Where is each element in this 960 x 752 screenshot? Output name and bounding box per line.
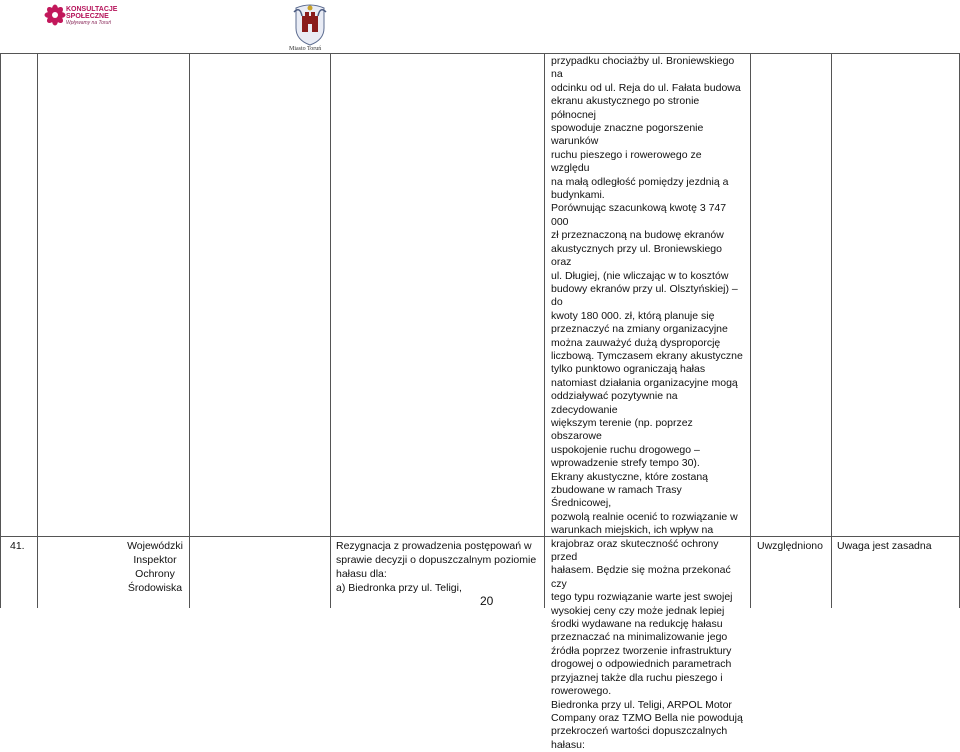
logo-title-line-2: SPOŁECZNE: [66, 13, 109, 20]
row-number: 41.: [10, 540, 25, 552]
comment-line: zbudowane w ramach Trasy Średnicowej,: [551, 484, 682, 510]
torun-city-logo: [286, 2, 334, 54]
column-divider: [831, 53, 832, 608]
comment-line: wprowadzenie strefy tempo 30).: [551, 457, 700, 470]
logo-title-line-1: KONSULTACJE: [66, 6, 118, 13]
comment-line: na małą odległość pomiędzy jezdnią a: [551, 175, 729, 188]
author-line: Środowiska: [127, 582, 183, 594]
comment-line: Biedronka przy ul. Teligi, ARPOL Motor: [551, 698, 732, 711]
proposal-cell: [336, 539, 542, 595]
comment-line: ruchu pieszego i rowerowego ze względu: [551, 148, 702, 175]
comment-line: krajobraz oraz skuteczność ochrony przed: [551, 537, 719, 564]
city-name-caption: Miasto Toruń: [289, 46, 322, 52]
comment-line: wysokiej ceny czy może jednak lepiej: [551, 604, 725, 617]
comment-line: Porównując szacunkową kwotę 3 747 000: [551, 202, 727, 228]
comment-line: można zauważyć dużą dysproporcję: [551, 336, 721, 349]
table-top-border: [0, 53, 960, 54]
comment-line: drogowej o odpowiednich parametrach: [551, 658, 732, 671]
column-divider: [544, 53, 545, 608]
comment-cell: [551, 55, 743, 752]
comment-line: rowerowego.: [551, 685, 612, 698]
logo-title: [66, 6, 117, 20]
comment-line: ekranu akustycznego po stronie północnej: [551, 95, 700, 121]
comment-line: odcinku od ul. Reja do ul. Fałata budowa: [551, 81, 741, 94]
comment-line: pozwolą realnie ocenić to rozwiązanie w: [551, 510, 738, 523]
comment-line: Ekrany akustyczne, które zostaną: [551, 470, 708, 483]
column-divider: [330, 53, 331, 608]
comment-line: budynkami.: [551, 189, 605, 202]
row-divider: [0, 536, 960, 537]
comment-line: kwoty 180 000. zł, którą planuje się: [551, 309, 715, 322]
column-divider: [0, 53, 1, 608]
justification-cell: Uwaga jest zasadna: [837, 540, 932, 552]
comment-line: większym terenie (np. poprzez obszarowe: [551, 416, 693, 443]
column-divider: [189, 53, 190, 608]
comment-line: hałasu:: [551, 738, 585, 751]
city-crest-icon: [292, 2, 328, 46]
comment-line: spowoduje znaczne pogorszenie warunków: [551, 122, 704, 148]
page-number: 20: [480, 594, 494, 608]
author-cell: [110, 539, 200, 595]
comment-line: przekroczeń wartości dopuszczalnych: [551, 725, 728, 738]
proposal-line: hałasu dla:: [336, 568, 387, 580]
author-line: Ochrony: [135, 568, 175, 580]
column-divider: [37, 53, 38, 608]
proposal-line: Rezygnacja z prowadzenia postępowań w: [336, 540, 532, 552]
comment-line: natomiast działania organizacyjne mogą: [551, 376, 738, 389]
comment-line: przypadku chociażby ul. Broniewskiego na: [551, 55, 735, 81]
konsultacje-spoleczne-logo: [44, 2, 118, 38]
flower-icon: [44, 4, 66, 26]
comment-line: akustycznych przy ul. Broniewskiego oraz: [551, 242, 722, 269]
comment-line: ul. Długiej, (nie wliczając w to kosztów: [551, 269, 729, 282]
comment-line: uspokojenie ruchu drogowego –: [551, 443, 700, 456]
comment-line: hałasem. Będzie się można przekonać czy: [551, 564, 731, 590]
comment-line: zł przeznaczoną na budowę ekranów: [551, 229, 724, 242]
comment-line: tego typu rozwiązanie warte jest swojej: [551, 591, 733, 604]
comment-line: liczbową. Tymczasem ekrany akustyczne: [551, 349, 743, 362]
comment-line: przyjaznej także dla ruchu pieszego i: [551, 671, 723, 684]
author-line: Inspektor: [133, 554, 177, 566]
comment-line: budowy ekranów przy ul. Olsztyńskiej) – do: [551, 282, 738, 309]
comment-line: przeznaczać na minimalizowanie jego: [551, 631, 728, 644]
comment-line: przeznaczyć na zmiany organizacyjne: [551, 323, 728, 336]
comment-line: źródła poprzez tworzenie infrastruktury: [551, 644, 732, 657]
author-line: Wojewódzki: [127, 540, 183, 552]
proposal-line: sprawie decyzji o dopuszczalnym poziomie: [336, 554, 537, 566]
comment-line: tylko punktowo ograniczają hałas: [551, 363, 706, 376]
column-divider: [750, 53, 751, 608]
comment-line: oddziaływać pozytywnie na zdecydowanie: [551, 390, 678, 416]
status-cell: Uwzględniono: [757, 540, 823, 552]
comment-line: Company oraz TZMO Bella nie powodują: [551, 711, 743, 724]
proposal-line: a) Biedronka przy ul. Teligi,: [336, 582, 462, 594]
logo-tagline: Wpływamy na Toruń: [66, 20, 112, 26]
comment-line: środki wydawane na redukcję hałasu: [551, 618, 723, 631]
comment-line: warunkach miejskich, ich wpływ na: [551, 524, 714, 537]
